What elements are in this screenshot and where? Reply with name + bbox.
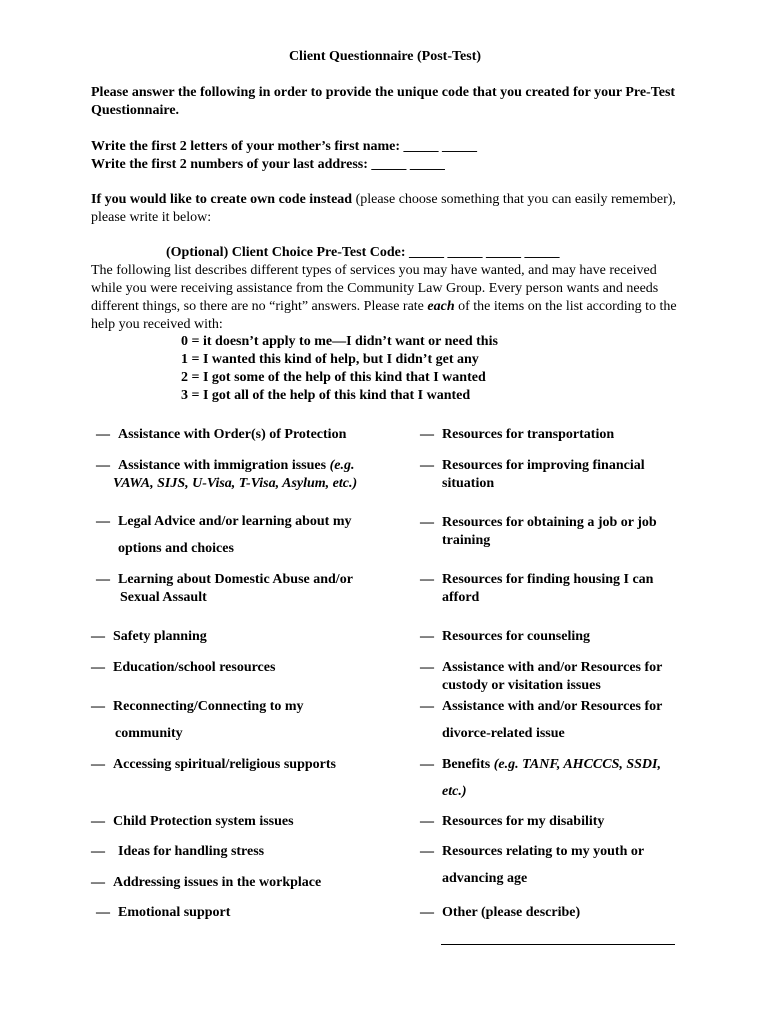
scale-0: 0 = it doesn’t apply to me—I didn’t want or need this [181,334,498,349]
service-item-spiritual [91,756,336,774]
rating-blank: — [420,660,434,675]
service-label: Assistance with immigration issues [118,458,330,473]
service-label: Assistance with Order(s) of Protection [118,427,347,442]
rating-blank: — [420,458,434,473]
service-item-safety-planning [91,628,207,646]
service-item-workplace [91,874,321,892]
service-label-line2: options and choices [118,541,234,556]
rating-blank: — [420,844,434,859]
service-label: Resources for improving financial [442,458,645,473]
own-code-instruction [91,191,681,227]
service-label: Resources for obtaining a job or job [442,515,657,530]
page-title: Client Questionnaire (Post-Test) [288,49,482,64]
service-label-line2: advancing age [442,871,528,886]
service-item-immigration [96,457,357,493]
rating-blank: — [96,427,110,442]
service-label: Resources for finding housing I can [442,572,654,587]
service-item-stress [91,843,264,861]
scale-1: 1 = I wanted this kind of help, but I didn’t get any [181,352,479,367]
rating-blank: — [420,757,434,772]
service-item-transportation [420,426,614,444]
service-label-line2: community [115,726,183,741]
rating-blank: — [96,572,110,587]
address-code-line: Write the first 2 numbers of your last address: _____ _____ [91,157,445,172]
service-label-line2: situation [442,476,495,491]
service-item-emotional [96,904,230,922]
list-intro [91,262,681,334]
scale-2: 2 = I got some of the help of this kind that I wanted [181,370,486,385]
service-label: Resources for my disability [442,814,605,829]
service-item-youth-age [420,843,644,888]
list-intro-part2: of the items on the list according to the help you received with: [91,299,677,332]
service-label: Education/school resources [113,660,276,675]
service-label-line2: custody or visitation issues [442,678,601,693]
rating-blank: — [96,458,110,473]
service-item-financial [420,457,645,493]
own-code-rest: (please choose something that you can easily remember), please write it below: [91,192,676,225]
service-item-benefits [420,756,661,801]
rating-blank: — [420,699,434,714]
service-example: (e.g. [329,458,355,473]
rating-blank: — [91,814,105,829]
list-intro-emphasis: each [427,299,455,314]
rating-blank: — [420,905,434,920]
service-label: Resources for transportation [442,427,615,442]
service-example-line2: etc.) [442,784,467,799]
service-example-line2: VAWA, SIJS, U-Visa, T-Visa, Asylum, etc.) [113,476,358,491]
service-label: Reconnecting/Connecting to my [113,699,304,714]
service-label: Legal Advice and/or learning about my [118,514,352,529]
rating-blank: — [420,427,434,442]
service-label: Other (please describe) [442,905,581,920]
service-item-protection [96,426,346,444]
own-code-bold: If you would like to create own code instead [91,192,353,207]
service-label: Assistance with and/or Resources for [442,699,663,714]
service-item-domestic-abuse [96,571,353,607]
service-item-job [420,514,657,550]
service-label: Emotional support [118,905,231,920]
service-label-line2: afford [442,590,480,605]
other-description-line[interactable] [441,944,675,945]
rating-blank: — [91,629,105,644]
service-item-education [91,659,275,677]
rating-blank: — [91,844,105,859]
rating-blank: — [420,814,434,829]
service-item-disability [420,813,604,831]
rating-blank: — [91,660,105,675]
rating-blank: — [91,757,105,772]
service-item-counseling [420,628,590,646]
service-label: Safety planning [113,629,207,644]
service-item-legal-advice [96,513,351,558]
service-label: Accessing spiritual/religious supports [113,757,336,772]
service-label: Ideas for handling stress [118,844,265,859]
service-item-divorce [420,698,662,743]
instructions: Please answer the following in order to provide the unique code that you created for your Pre-Test Questionnaire. [91,85,676,118]
rating-blank: — [420,515,434,530]
service-item-child-protection [91,813,294,831]
rating-blank: — [91,699,105,714]
service-label: Addressing issues in the workplace [113,875,322,890]
service-example: (e.g. TANF, AHCCCS, SSDI, [493,757,661,772]
service-label-line2: Sexual Assault [120,590,207,605]
scale-3: 3 = I got all of the help of this kind that I wanted [181,388,471,403]
list-intro-part1: The following list describes different types of services you may have wanted, and may have received while you were receiving assistance from the Community Law Group. Every person wants and needs different things, so there are no “right” answers. Please rate [91,263,659,314]
service-label: Learning about Domestic Abuse and/or [118,572,353,587]
rating-blank: — [420,572,434,587]
service-item-community [91,698,304,743]
optional-code-line: (Optional) Client Choice Pre-Test Code: _____ _____ _____ _____ [166,245,560,260]
service-label: Resources relating to my youth or [442,844,645,859]
service-label: Resources for counseling [442,629,591,644]
mother-name-code-line: Write the first 2 letters of your mother’s first name: _____ _____ [91,139,478,154]
service-label: Child Protection system issues [113,814,294,829]
service-label-line2: divorce-related issue [442,726,565,741]
rating-blank: — [96,905,110,920]
service-item-other [420,904,580,922]
rating-blank: — [91,875,105,890]
service-item-custody [420,659,662,695]
rating-blank: — [420,629,434,644]
service-label-line2: training [442,533,491,548]
service-item-housing [420,571,653,607]
service-label: Benefits [442,757,494,772]
rating-blank: — [96,514,110,529]
service-label: Assistance with and/or Resources for [442,660,663,675]
